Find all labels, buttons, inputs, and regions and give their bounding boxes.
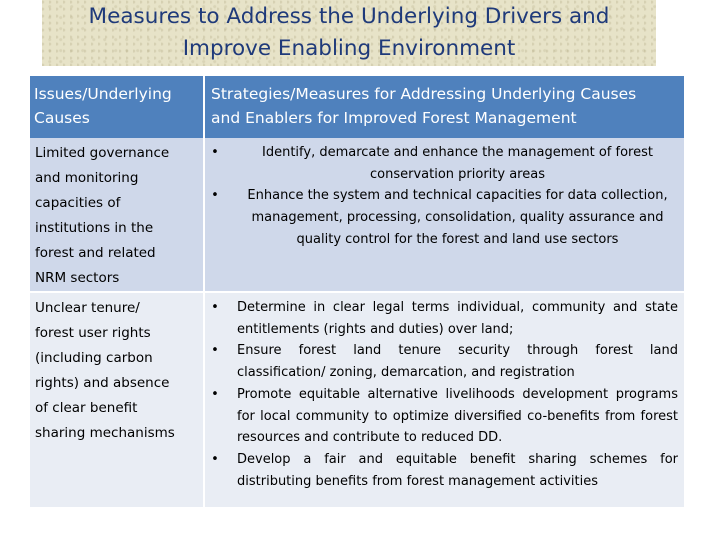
issue-line: Limited governance	[35, 145, 170, 161]
measure-text: Promote equitable alternative livelihoods development programs for local community to optimize diversified co-benefits from forest resources and contribute to reduced DD.	[237, 386, 678, 446]
header-strategies	[204, 76, 684, 138]
issue-line: sharing mechanisms	[35, 425, 175, 441]
measures-list	[205, 293, 684, 492]
bullet-icon: •	[211, 451, 219, 467]
header-issues-line-2: Causes	[34, 109, 90, 127]
list-item	[209, 185, 678, 250]
measure-text: Develop a fair and equitable benefit sharing schemes for distributing benefits from forest management activities	[237, 451, 678, 489]
bullet-icon: •	[211, 386, 219, 402]
issue-line: NRM sectors	[35, 270, 120, 286]
measures-cell	[204, 138, 684, 292]
header-strategies-line-1: Strategies/Measures for Addressing Underlying Causes	[211, 85, 637, 103]
issue-cell	[30, 138, 204, 292]
issue-line: rights) and absence	[35, 375, 170, 391]
title-line-2: Improve Enabling Environment	[182, 36, 516, 61]
title-line-1: Measures to Address the Underlying Drivers and	[88, 4, 610, 29]
measure-text: Identify, demarcate and enhance the management of forest conservation priority areas	[262, 145, 653, 182]
list-item	[209, 297, 678, 340]
measures-table	[30, 76, 684, 507]
list-item	[209, 340, 678, 383]
issue-line: and monitoring	[35, 170, 139, 186]
measure-text: Ensure forest land tenure security through forest land classification/ zoning, demarcation, and registration	[237, 343, 678, 381]
measures-cell	[204, 292, 684, 507]
measures-list	[205, 138, 684, 251]
table-row	[30, 292, 684, 507]
issue-line: forest user rights	[35, 325, 151, 341]
issue-line: (including carbon	[35, 350, 153, 366]
list-item	[209, 449, 678, 492]
table-row	[30, 138, 684, 292]
issue-line: Unclear tenure/	[35, 300, 140, 316]
issue-line: forest and related	[35, 245, 156, 261]
measure-text: Enhance the system and technical capacities for data collection, management, processing, consolidation, quality assurance and quality control for the forest and land use sectors	[247, 188, 668, 247]
bullet-icon: •	[211, 188, 219, 204]
header-strategies-line-2: and Enablers for Improved Forest Management	[211, 109, 577, 127]
issue-line: capacities of	[35, 195, 121, 211]
measure-text: Determine in clear legal terms individual, community and state entitlements (rights and duties) over land;	[237, 300, 678, 337]
page-title	[42, 1, 656, 65]
bullet-icon: •	[211, 343, 219, 359]
table-header-row	[30, 76, 684, 138]
header-issues-line-1: Issues/Underlying	[34, 85, 172, 103]
bullet-icon: •	[211, 300, 219, 315]
header-issues	[30, 76, 204, 138]
list-item	[209, 142, 678, 185]
issue-line: of clear benefit	[35, 400, 138, 416]
list-item	[209, 384, 678, 449]
bullet-icon: •	[211, 145, 219, 160]
issue-cell	[30, 292, 204, 507]
issue-line: institutions in the	[35, 220, 154, 236]
